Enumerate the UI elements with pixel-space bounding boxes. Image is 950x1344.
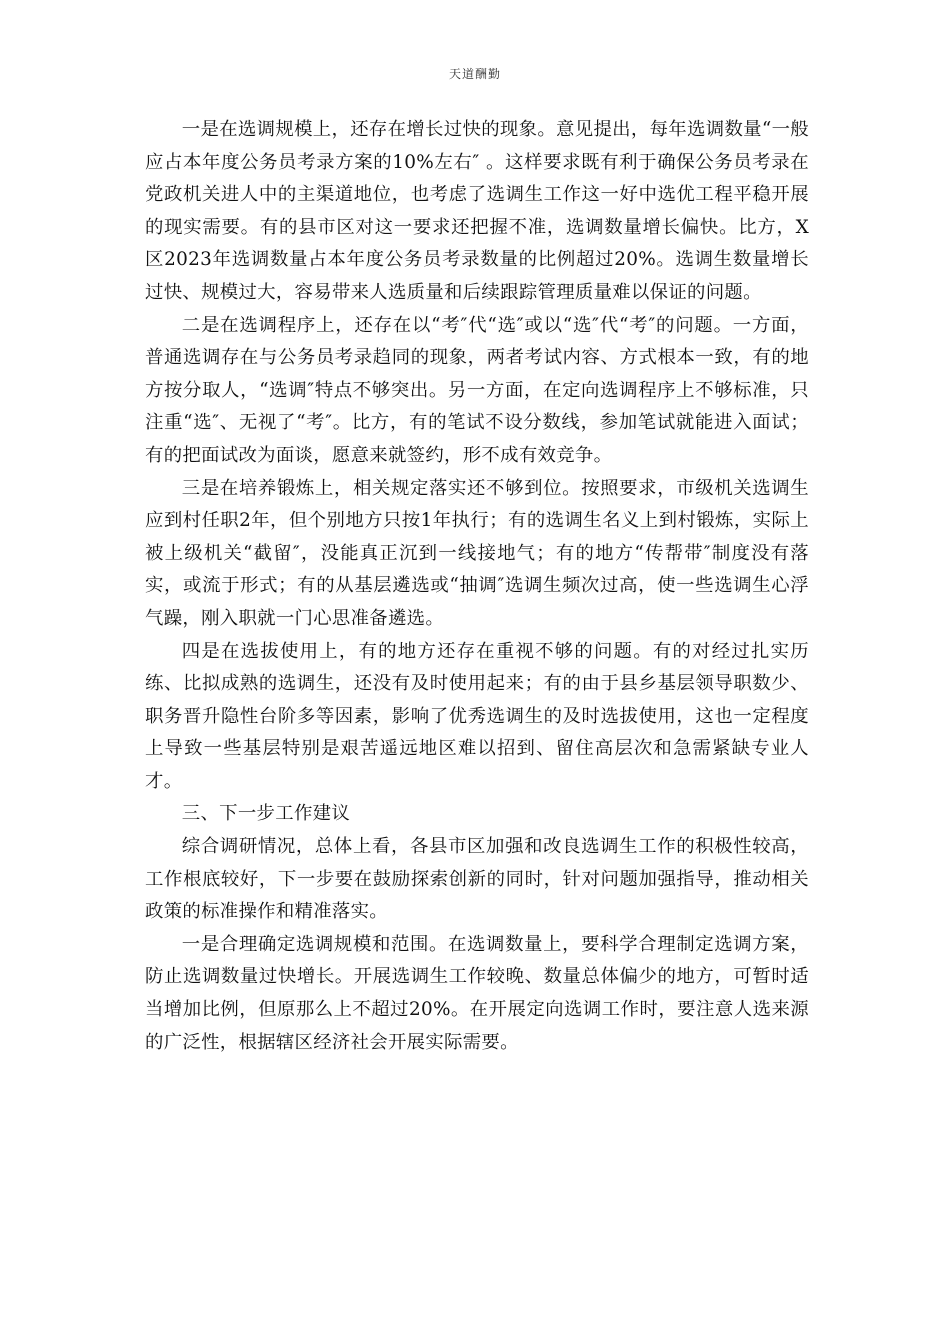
paragraph-recommendation-scale: 一是合理确定选调规模和范围。在选调数量上，要科学合理制定选调方案，防止选调数量过快增长。开展选调生工作较晚、数量总体偏少的地方，可暂时适当增加比例，但原那么上不超过20%。在开展定向选调工作时，要注意人选来源的广泛性，根据辖区经济社会开展实际需要。 bbox=[145, 933, 809, 1053]
document-body bbox=[145, 114, 809, 1059]
paragraph-training: 三是在培养锻炼上，相关规定落实还不够到位。按照要求，市级机关选调生应到村任职2年，但个别地方只按1年执行；有的选调生名义上到村锻炼，实际上被上级机关“截留″，没能真正沉到一线接地气；有的地方“传帮带″制度没有落实，或流于形式；有的从基层遴选或“抽调″选调生频次过高，使一些选调生心浮气躁，刚入职就一门心思准备遴选。 bbox=[145, 477, 809, 629]
paragraph-selection-scale: 一是在选调规模上，还存在增长过快的现象。意见提出，每年选调数量“一般应占本年度公务员考录方案的10%左右″ 。这样要求既有利于确保公务员考录在党政机关进人中的主渠道地位，也考虑了选调生工作这一好中选优工程平稳开展的现实需要。有的县市区对这一要求还把握不准，选调数量增长偏快。比方，X区2023年选调数量占本年度公务员考录数量的比例超过20%。选调生数量增长过快、规模过大，容易带来人选质量和后续跟踪管理质量难以保证的问题。 bbox=[145, 119, 809, 303]
section-heading-next-steps: 三、下一步工作建议 bbox=[181, 803, 351, 825]
paragraph-summary: 综合调研情况，总体上看，各县市区加强和改良选调生工作的积极性较高，工作根底较好，下一步要在鼓励探索创新的同时，针对问题加强指导，推动相关政策的标准操作和精准落实。 bbox=[145, 836, 809, 923]
paragraph-selection-procedure: 二是在选调程序上，还存在以“考″代“选″或以“选″代“考″的问题。一方面，普通选调存在与公务员考录趋同的现象，两者考试内容、方式根本一致，有的地方按分取人，“选调″特点不够突出。另一方面，在定向选调程序上不够标准，只注重“选″、无视了“考″。比方，有的笔试不设分数线，参加笔试就能进入面试；有的把面试改为面谈，愿意来就签约，形不成有效竞争。 bbox=[145, 314, 809, 466]
page-header: 天道酬勤 bbox=[448, 67, 501, 81]
paragraph-promotion: 四是在选拔使用上，有的地方还存在重视不够的问题。有的对经过扎实历练、比拟成熟的选调生，还没有及时使用起来；有的由于县乡基层领导职数少、职务晋升隐性台阶多等因素，影响了优秀选调生的及时选拔使用，这也一定程度上导致一些基层特别是艰苦遥远地区难以招到、留住高层次和急需紧缺专业人才。 bbox=[145, 640, 809, 792]
